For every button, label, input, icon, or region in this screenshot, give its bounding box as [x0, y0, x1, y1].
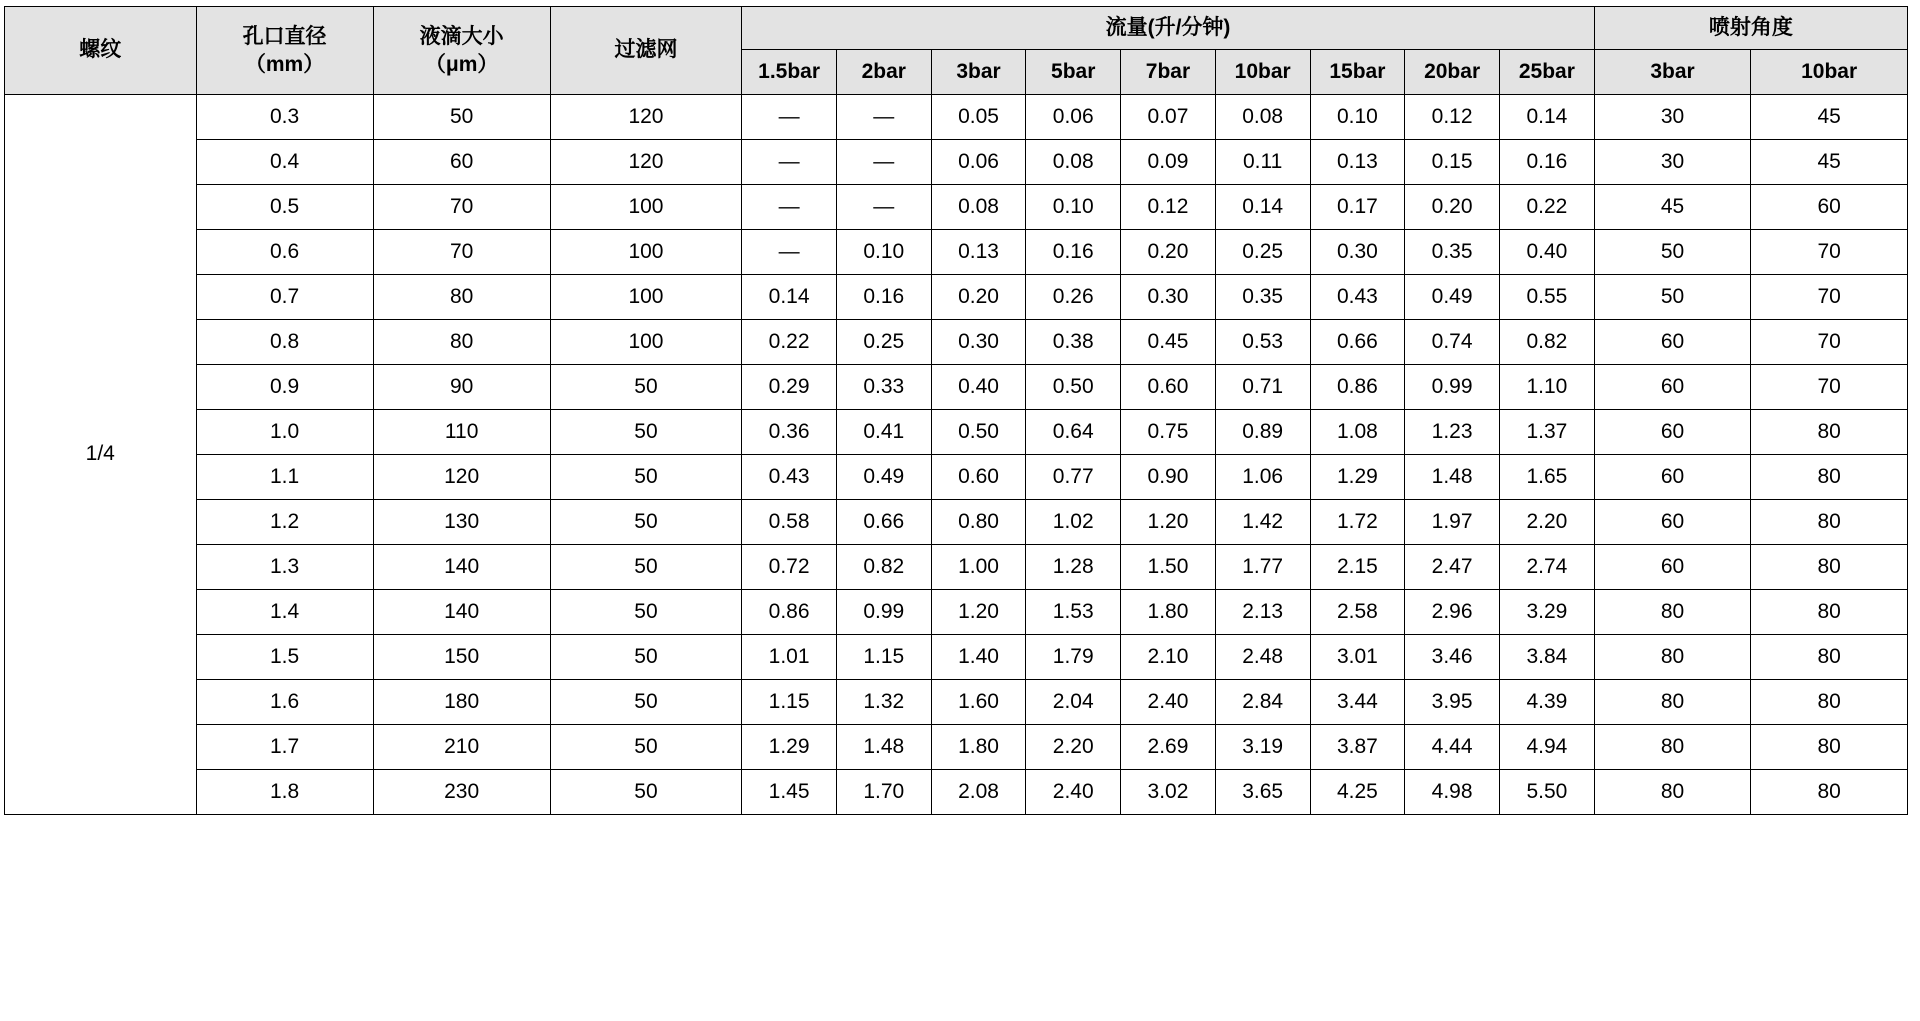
cell-spray-angle: 80: [1594, 590, 1751, 635]
cell-flow-rate: 1.53: [1026, 590, 1121, 635]
cell-flow-rate: 0.16: [1499, 140, 1594, 185]
cell-flow-rate: 4.39: [1499, 680, 1594, 725]
cell-flow-rate: 0.82: [1499, 320, 1594, 365]
cell-flow-rate: 0.35: [1405, 230, 1500, 275]
cell-spray-angle: 80: [1751, 680, 1908, 725]
table-row: [5, 680, 1908, 725]
cell-flow-rate: 0.14: [1499, 95, 1594, 140]
cell-spray-angle: 60: [1594, 410, 1751, 455]
cell-flow-rate: 1.80: [1121, 590, 1216, 635]
cell-flow-rate: 0.12: [1405, 95, 1500, 140]
cell-flow-rate: 0.17: [1310, 185, 1405, 230]
cell-flow-rate: 1.45: [742, 770, 837, 815]
cell-flow-rate: 1.65: [1499, 455, 1594, 500]
cell-flow-rate: 2.15: [1310, 545, 1405, 590]
cell-flow-rate: 3.46: [1405, 635, 1500, 680]
cell-flow-rate: 0.16: [1026, 230, 1121, 275]
cell-flow-rate: 1.06: [1215, 455, 1310, 500]
table-row: [5, 365, 1908, 410]
cell-flow-rate: 2.20: [1499, 500, 1594, 545]
cell-flow-rate: —: [742, 95, 837, 140]
cell-flow-rate: 1.77: [1215, 545, 1310, 590]
cell-flow-rate: 0.86: [742, 590, 837, 635]
cell-flow-rate: 3.87: [1310, 725, 1405, 770]
cell-filter-mesh: 50: [550, 590, 742, 635]
cell-flow-rate: 0.09: [1121, 140, 1216, 185]
cell-flow-rate: 2.47: [1405, 545, 1500, 590]
cell-flow-rate: 1.48: [1405, 455, 1500, 500]
cell-flow-rate: 0.10: [1310, 95, 1405, 140]
cell-flow-rate: 3.95: [1405, 680, 1500, 725]
header-orifice-line1: 孔口直径: [242, 25, 327, 49]
table-row: [5, 410, 1908, 455]
cell-droplet-size: 50: [373, 95, 550, 140]
cell-flow-rate: 0.60: [1121, 365, 1216, 410]
cell-flow-rate: 0.07: [1121, 95, 1216, 140]
cell-flow-rate: 2.69: [1121, 725, 1216, 770]
cell-flow-rate: 0.49: [1405, 275, 1500, 320]
cell-flow-rate: 1.10: [1499, 365, 1594, 410]
cell-flow-rate: 0.66: [836, 500, 931, 545]
table-header: [5, 7, 1908, 95]
table-row: [5, 320, 1908, 365]
header-droplet-line1: 液滴大小: [419, 25, 504, 49]
cell-orifice-diameter: 0.9: [196, 365, 373, 410]
table-row: [5, 230, 1908, 275]
cell-flow-rate: 3.44: [1310, 680, 1405, 725]
cell-flow-rate: 0.66: [1310, 320, 1405, 365]
cell-flow-rate: 0.08: [1215, 95, 1310, 140]
cell-flow-rate: 0.30: [931, 320, 1026, 365]
nozzle-spec-table: [4, 6, 1908, 815]
cell-flow-rate: 2.10: [1121, 635, 1216, 680]
cell-flow-rate: 0.58: [742, 500, 837, 545]
cell-droplet-size: 120: [373, 455, 550, 500]
cell-spray-angle: 60: [1594, 545, 1751, 590]
header-flow-5bar: 5bar: [1026, 50, 1121, 95]
header-droplet-size: [373, 7, 550, 95]
cell-flow-rate: 3.01: [1310, 635, 1405, 680]
cell-flow-rate: 3.84: [1499, 635, 1594, 680]
cell-flow-rate: 2.13: [1215, 590, 1310, 635]
table-row: [5, 545, 1908, 590]
cell-flow-rate: —: [836, 185, 931, 230]
cell-spray-angle: 60: [1594, 455, 1751, 500]
cell-flow-rate: 1.02: [1026, 500, 1121, 545]
cell-droplet-size: 70: [373, 185, 550, 230]
cell-flow-rate: —: [742, 185, 837, 230]
cell-flow-rate: 2.20: [1026, 725, 1121, 770]
cell-orifice-diameter: 1.8: [196, 770, 373, 815]
table-row: [5, 500, 1908, 545]
cell-flow-rate: 0.71: [1215, 365, 1310, 410]
cell-spray-angle: 70: [1751, 320, 1908, 365]
cell-flow-rate: 1.40: [931, 635, 1026, 680]
cell-filter-mesh: 100: [550, 275, 742, 320]
header-flow-group: 流量(升/分钟): [742, 7, 1595, 50]
cell-filter-mesh: 120: [550, 95, 742, 140]
cell-filter-mesh: 50: [550, 725, 742, 770]
cell-flow-rate: 1.01: [742, 635, 837, 680]
cell-flow-rate: 0.29: [742, 365, 837, 410]
cell-flow-rate: 5.50: [1499, 770, 1594, 815]
cell-flow-rate: 2.74: [1499, 545, 1594, 590]
cell-filter-mesh: 50: [550, 680, 742, 725]
cell-flow-rate: 0.72: [742, 545, 837, 590]
cell-flow-rate: 0.50: [931, 410, 1026, 455]
header-angle-group: 喷射角度: [1594, 7, 1907, 50]
header-flow-7bar: 7bar: [1121, 50, 1216, 95]
cell-flow-rate: 0.90: [1121, 455, 1216, 500]
header-orifice-diameter: [196, 7, 373, 95]
header-flow-3bar: 3bar: [931, 50, 1026, 95]
table-row: [5, 275, 1908, 320]
cell-droplet-size: 60: [373, 140, 550, 185]
cell-flow-rate: 0.80: [931, 500, 1026, 545]
cell-droplet-size: 90: [373, 365, 550, 410]
table-row: [5, 140, 1908, 185]
cell-flow-rate: —: [742, 140, 837, 185]
cell-orifice-diameter: 0.4: [196, 140, 373, 185]
cell-flow-rate: 4.98: [1405, 770, 1500, 815]
cell-spray-angle: 80: [1751, 770, 1908, 815]
cell-orifice-diameter: 1.2: [196, 500, 373, 545]
cell-flow-rate: 0.75: [1121, 410, 1216, 455]
header-angle-3bar: 3bar: [1594, 50, 1751, 95]
cell-flow-rate: 2.40: [1121, 680, 1216, 725]
cell-flow-rate: 0.05: [931, 95, 1026, 140]
cell-spray-angle: 70: [1751, 365, 1908, 410]
cell-spray-angle: 50: [1594, 275, 1751, 320]
cell-droplet-size: 230: [373, 770, 550, 815]
cell-spray-angle: 60: [1594, 365, 1751, 410]
cell-droplet-size: 70: [373, 230, 550, 275]
header-thread: 螺纹: [5, 7, 197, 95]
cell-flow-rate: 0.74: [1405, 320, 1500, 365]
cell-flow-rate: 1.20: [1121, 500, 1216, 545]
header-orifice-line2: （mm）: [244, 52, 325, 76]
cell-flow-rate: 1.23: [1405, 410, 1500, 455]
cell-flow-rate: 1.28: [1026, 545, 1121, 590]
cell-flow-rate: 0.08: [1026, 140, 1121, 185]
cell-flow-rate: 0.60: [931, 455, 1026, 500]
cell-flow-rate: 0.50: [1026, 365, 1121, 410]
cell-filter-mesh: 120: [550, 140, 742, 185]
cell-orifice-diameter: 0.8: [196, 320, 373, 365]
cell-flow-rate: 1.29: [1310, 455, 1405, 500]
cell-thread: 1/4: [5, 95, 197, 815]
cell-flow-rate: —: [742, 230, 837, 275]
cell-flow-rate: 0.14: [742, 275, 837, 320]
cell-flow-rate: 0.30: [1310, 230, 1405, 275]
cell-spray-angle: 80: [1751, 455, 1908, 500]
cell-flow-rate: 0.20: [931, 275, 1026, 320]
cell-orifice-diameter: 1.1: [196, 455, 373, 500]
cell-flow-rate: 0.12: [1121, 185, 1216, 230]
cell-flow-rate: —: [836, 140, 931, 185]
cell-flow-rate: —: [836, 95, 931, 140]
cell-spray-angle: 70: [1751, 275, 1908, 320]
cell-filter-mesh: 50: [550, 410, 742, 455]
table-row: [5, 185, 1908, 230]
header-droplet-line2: （μm）: [424, 52, 499, 76]
cell-filter-mesh: 50: [550, 500, 742, 545]
cell-spray-angle: 80: [1751, 410, 1908, 455]
cell-droplet-size: 140: [373, 590, 550, 635]
cell-spray-angle: 80: [1751, 500, 1908, 545]
cell-droplet-size: 80: [373, 320, 550, 365]
cell-orifice-diameter: 1.4: [196, 590, 373, 635]
cell-flow-rate: 1.08: [1310, 410, 1405, 455]
cell-flow-rate: 1.50: [1121, 545, 1216, 590]
cell-spray-angle: 60: [1751, 185, 1908, 230]
cell-flow-rate: 3.02: [1121, 770, 1216, 815]
cell-flow-rate: 0.25: [836, 320, 931, 365]
cell-flow-rate: 0.99: [836, 590, 931, 635]
cell-filter-mesh: 50: [550, 455, 742, 500]
cell-filter-mesh: 50: [550, 770, 742, 815]
cell-spray-angle: 70: [1751, 230, 1908, 275]
table-body: [5, 95, 1908, 815]
cell-flow-rate: 0.25: [1215, 230, 1310, 275]
cell-flow-rate: 0.20: [1121, 230, 1216, 275]
cell-flow-rate: 0.89: [1215, 410, 1310, 455]
cell-flow-rate: 1.20: [931, 590, 1026, 635]
cell-droplet-size: 140: [373, 545, 550, 590]
cell-flow-rate: 0.06: [1026, 95, 1121, 140]
cell-flow-rate: 0.16: [836, 275, 931, 320]
cell-spray-angle: 45: [1751, 140, 1908, 185]
cell-orifice-diameter: 0.7: [196, 275, 373, 320]
cell-flow-rate: 0.36: [742, 410, 837, 455]
cell-flow-rate: 0.20: [1405, 185, 1500, 230]
cell-spray-angle: 45: [1594, 185, 1751, 230]
cell-spray-angle: 80: [1751, 725, 1908, 770]
cell-spray-angle: 45: [1751, 95, 1908, 140]
cell-flow-rate: 0.77: [1026, 455, 1121, 500]
cell-flow-rate: 2.58: [1310, 590, 1405, 635]
table-row: [5, 725, 1908, 770]
cell-flow-rate: 3.19: [1215, 725, 1310, 770]
cell-flow-rate: 2.48: [1215, 635, 1310, 680]
cell-orifice-diameter: 0.6: [196, 230, 373, 275]
cell-orifice-diameter: 1.7: [196, 725, 373, 770]
cell-filter-mesh: 100: [550, 185, 742, 230]
cell-orifice-diameter: 1.0: [196, 410, 373, 455]
cell-flow-rate: 0.22: [1499, 185, 1594, 230]
cell-spray-angle: 80: [1594, 635, 1751, 680]
cell-flow-rate: 0.08: [931, 185, 1026, 230]
header-flow-15bar: 15bar: [1310, 50, 1405, 95]
table-row: [5, 635, 1908, 680]
cell-spray-angle: 80: [1594, 725, 1751, 770]
cell-flow-rate: 0.55: [1499, 275, 1594, 320]
cell-spray-angle: 50: [1594, 230, 1751, 275]
cell-flow-rate: 0.13: [931, 230, 1026, 275]
cell-flow-rate: 1.29: [742, 725, 837, 770]
cell-flow-rate: 0.15: [1405, 140, 1500, 185]
cell-flow-rate: 0.11: [1215, 140, 1310, 185]
cell-droplet-size: 180: [373, 680, 550, 725]
cell-flow-rate: 3.65: [1215, 770, 1310, 815]
cell-flow-rate: 1.15: [836, 635, 931, 680]
cell-flow-rate: 0.64: [1026, 410, 1121, 455]
table-row: [5, 455, 1908, 500]
cell-flow-rate: 0.14: [1215, 185, 1310, 230]
cell-flow-rate: 0.41: [836, 410, 931, 455]
cell-flow-rate: 1.00: [931, 545, 1026, 590]
cell-orifice-diameter: 0.3: [196, 95, 373, 140]
cell-flow-rate: 0.10: [1026, 185, 1121, 230]
cell-flow-rate: 1.79: [1026, 635, 1121, 680]
cell-droplet-size: 110: [373, 410, 550, 455]
cell-droplet-size: 150: [373, 635, 550, 680]
table-row: [5, 590, 1908, 635]
cell-flow-rate: 0.35: [1215, 275, 1310, 320]
cell-flow-rate: 0.43: [1310, 275, 1405, 320]
cell-filter-mesh: 50: [550, 365, 742, 410]
cell-flow-rate: 1.97: [1405, 500, 1500, 545]
cell-flow-rate: 0.06: [931, 140, 1026, 185]
cell-spray-angle: 60: [1594, 320, 1751, 365]
cell-spray-angle: 80: [1751, 590, 1908, 635]
cell-filter-mesh: 100: [550, 230, 742, 275]
cell-filter-mesh: 50: [550, 545, 742, 590]
header-flow-25bar: 25bar: [1499, 50, 1594, 95]
cell-orifice-diameter: 0.5: [196, 185, 373, 230]
cell-flow-rate: 1.72: [1310, 500, 1405, 545]
cell-flow-rate: 4.25: [1310, 770, 1405, 815]
cell-flow-rate: 2.04: [1026, 680, 1121, 725]
cell-flow-rate: 1.32: [836, 680, 931, 725]
header-flow-10bar: 10bar: [1215, 50, 1310, 95]
cell-flow-rate: 3.29: [1499, 590, 1594, 635]
cell-flow-rate: 0.43: [742, 455, 837, 500]
header-angle-10bar: 10bar: [1751, 50, 1908, 95]
cell-flow-rate: 1.15: [742, 680, 837, 725]
cell-flow-rate: 2.84: [1215, 680, 1310, 725]
cell-spray-angle: 80: [1751, 635, 1908, 680]
header-flow-20bar: 20bar: [1405, 50, 1500, 95]
cell-flow-rate: 1.48: [836, 725, 931, 770]
cell-flow-rate: 0.33: [836, 365, 931, 410]
cell-flow-rate: 2.40: [1026, 770, 1121, 815]
header-flow-1.5bar: 1.5bar: [742, 50, 837, 95]
cell-flow-rate: 0.22: [742, 320, 837, 365]
cell-flow-rate: 0.99: [1405, 365, 1500, 410]
cell-flow-rate: 4.94: [1499, 725, 1594, 770]
cell-flow-rate: 0.40: [1499, 230, 1594, 275]
cell-filter-mesh: 100: [550, 320, 742, 365]
cell-orifice-diameter: 1.6: [196, 680, 373, 725]
cell-flow-rate: 0.40: [931, 365, 1026, 410]
cell-flow-rate: 0.10: [836, 230, 931, 275]
cell-orifice-diameter: 1.3: [196, 545, 373, 590]
cell-droplet-size: 130: [373, 500, 550, 545]
cell-flow-rate: 2.08: [931, 770, 1026, 815]
cell-droplet-size: 210: [373, 725, 550, 770]
cell-flow-rate: 2.96: [1405, 590, 1500, 635]
cell-flow-rate: 0.82: [836, 545, 931, 590]
cell-flow-rate: 0.45: [1121, 320, 1216, 365]
cell-flow-rate: 1.80: [931, 725, 1026, 770]
cell-flow-rate: 1.37: [1499, 410, 1594, 455]
spec-sheet: [4, 6, 1914, 815]
cell-flow-rate: 0.38: [1026, 320, 1121, 365]
cell-flow-rate: 0.86: [1310, 365, 1405, 410]
cell-flow-rate: 1.42: [1215, 500, 1310, 545]
cell-flow-rate: 0.49: [836, 455, 931, 500]
cell-spray-angle: 80: [1751, 545, 1908, 590]
cell-spray-angle: 80: [1594, 680, 1751, 725]
cell-spray-angle: 60: [1594, 500, 1751, 545]
cell-orifice-diameter: 1.5: [196, 635, 373, 680]
cell-spray-angle: 30: [1594, 95, 1751, 140]
cell-flow-rate: 4.44: [1405, 725, 1500, 770]
cell-spray-angle: 80: [1594, 770, 1751, 815]
cell-flow-rate: 0.53: [1215, 320, 1310, 365]
cell-spray-angle: 30: [1594, 140, 1751, 185]
cell-filter-mesh: 50: [550, 635, 742, 680]
cell-flow-rate: 1.60: [931, 680, 1026, 725]
cell-droplet-size: 80: [373, 275, 550, 320]
cell-flow-rate: 0.26: [1026, 275, 1121, 320]
header-flow-2bar: 2bar: [836, 50, 931, 95]
table-row: [5, 95, 1908, 140]
header-filter-mesh: 过滤网: [550, 7, 742, 95]
cell-flow-rate: 0.13: [1310, 140, 1405, 185]
table-row: [5, 770, 1908, 815]
cell-flow-rate: 0.30: [1121, 275, 1216, 320]
header-row-top: [5, 7, 1908, 50]
cell-flow-rate: 1.70: [836, 770, 931, 815]
